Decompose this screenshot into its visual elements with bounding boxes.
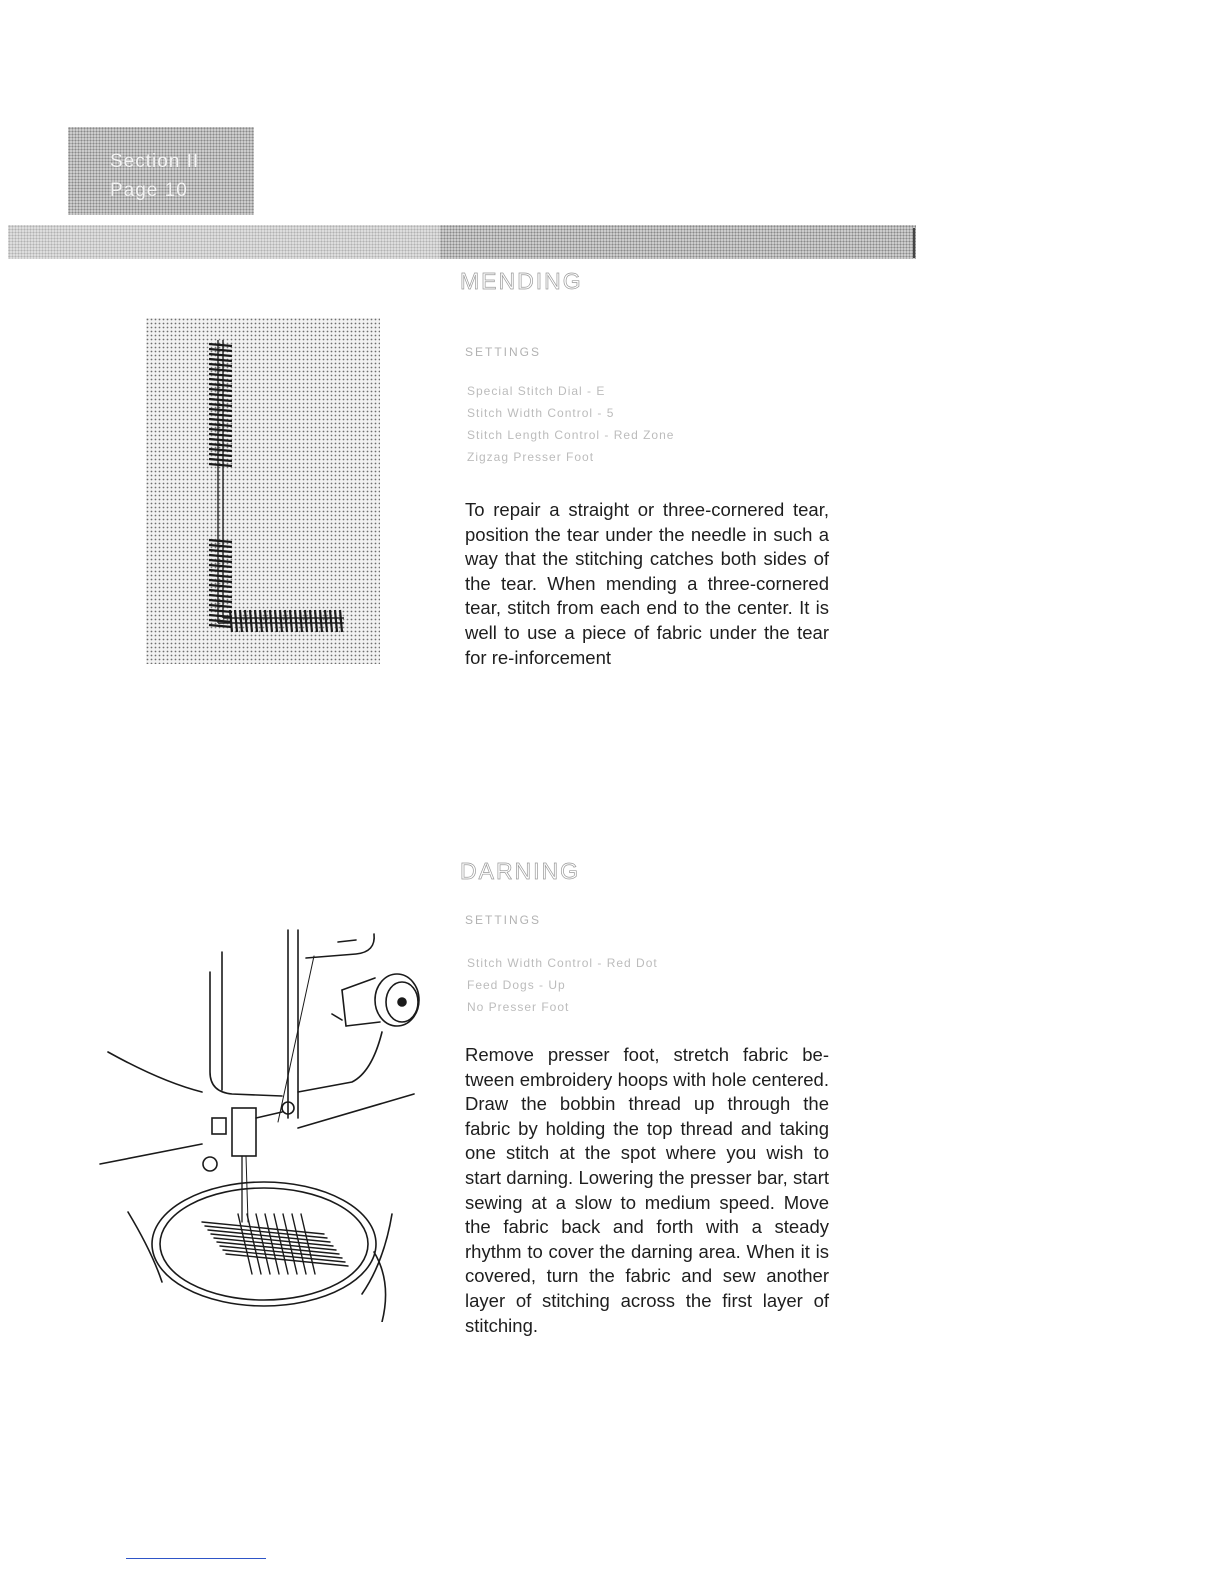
darning-settings-list	[467, 952, 658, 1018]
upper-thread	[278, 956, 314, 1122]
mending-stitch-illustration	[146, 318, 380, 664]
darning-settings-heading: SETTINGS	[465, 913, 542, 927]
darning-body: Remove presser foot, stretch fabric be-tween embroidery hoops with hole centered. Draw the bobbin thread up through the fabric by holding the top thread and taking one stitch at the spot where you wish to start darning. Lowering the presser bar, start sewing at a slow to medium speed. Move the fabric back and forth with a steady rhythm to cover the darning area. When it is covered, turn the fabric and sew another layer of stitching across the first layer of stitching.	[465, 1044, 829, 1336]
section-header-box	[68, 127, 254, 215]
header-band-end-mark	[913, 228, 915, 258]
presser-bar-screw	[212, 1118, 226, 1134]
mending-setting-item: Zigzag Presser Foot	[467, 450, 595, 464]
header-band-left	[8, 225, 440, 259]
darning-machine-illustration	[92, 922, 432, 1322]
darning-setting-item: No Presser Foot	[467, 1000, 570, 1014]
machine-arm-left	[108, 1052, 202, 1092]
header-band-right	[440, 225, 916, 259]
embroidery-hoop-outer	[152, 1182, 376, 1306]
darn-stitch-vertical	[247, 1214, 261, 1274]
fabric-fold-left	[128, 1212, 162, 1282]
fabric-edge	[374, 1252, 386, 1322]
section-label: Section II	[110, 151, 200, 172]
page-label: Page 10	[110, 180, 188, 201]
darning-title: DARNING	[460, 858, 581, 884]
needle-clamp	[232, 1108, 256, 1156]
thread-guide-hook	[338, 940, 356, 942]
mending-body: To repair a straight or three-cornered tear, position the tear under the needle in such a way that the stitching catches both sides of the tear. When mending a three-cornered tear, stitch from each end to the center. It is well to use a piece of fabric under the tear for re-inforcement	[465, 499, 829, 668]
footer-rule	[126, 1558, 266, 1559]
darn-stitch-vertical	[283, 1214, 297, 1274]
darning-setting-item: Stitch Width Control - Red Dot	[467, 956, 658, 970]
needle-clamp-screw	[203, 1157, 217, 1171]
bed-edge-left	[100, 1144, 202, 1164]
bed-edge-right	[298, 1094, 414, 1128]
tension-dial-icon	[332, 974, 419, 1026]
mending-title: MENDING	[460, 268, 583, 294]
machine-head-front	[210, 972, 282, 1096]
darning-setting-item: Feed Dogs - Up	[467, 978, 566, 992]
mending-setting-item: Stitch Length Control - Red Zone	[467, 428, 675, 442]
embroidery-hoop-inner	[160, 1188, 368, 1300]
thread-guide	[306, 934, 374, 958]
mending-settings-heading: SETTINGS	[465, 345, 542, 359]
fabric-swatch	[146, 318, 380, 664]
mending-setting-item: Special Stitch Dial - E	[467, 384, 606, 398]
mending-settings-list	[467, 380, 674, 468]
machine-arm-right	[298, 1032, 382, 1092]
darning-stitch-grid	[202, 1214, 348, 1274]
darn-stitch-vertical	[292, 1214, 306, 1274]
mending-setting-item: Stitch Width Control - 5	[467, 406, 615, 420]
